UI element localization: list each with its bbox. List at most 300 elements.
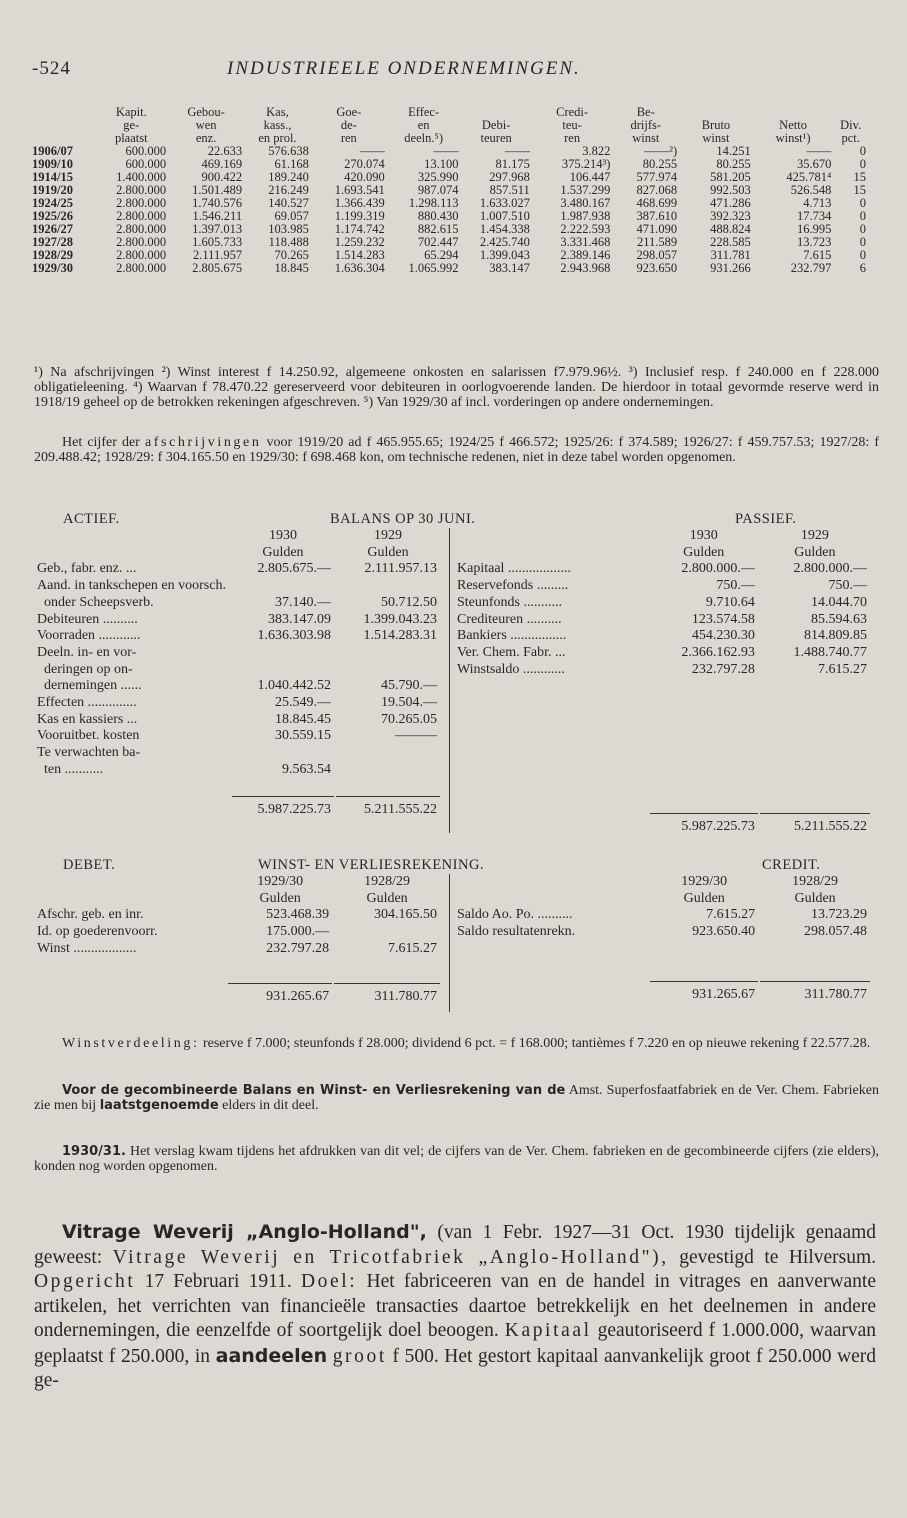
year-cell: 1919/20 (32, 183, 73, 197)
table-cell: 80.255 (716, 157, 751, 171)
table-cell: 70.265 (274, 248, 309, 262)
ledger-value: 13.723.29 (811, 907, 867, 923)
table-cell: 1.065.992 (408, 261, 459, 275)
spacer-cell (34, 959, 440, 981)
ledger-row (34, 629, 440, 644)
table-cell: 1.987.938 (560, 209, 611, 223)
unit-header: Gulden (262, 544, 304, 560)
column-header: ren (564, 131, 581, 145)
table-cell: 2.425.740 (479, 235, 530, 249)
ledger-value: 7.615.27 (388, 940, 437, 956)
ledger-value: 814.809.85 (804, 628, 867, 644)
table-cell: 0 (859, 235, 866, 249)
blank-cell (454, 813, 648, 835)
spacer-row (454, 679, 870, 811)
total-value: 5.987.225.73 (650, 813, 758, 835)
year-cell: 1924/25 (32, 196, 73, 210)
unit-header: Gulden (683, 544, 725, 560)
ledger-row (34, 746, 440, 761)
table-cell: 2.111.957 (193, 248, 243, 262)
table-cell: 2.800.000 (116, 248, 167, 262)
table-cell: 1.174.742 (334, 222, 385, 236)
table-cell: 2.800.000 (116, 209, 167, 223)
table-cell: 383.147 (489, 261, 530, 275)
ledger-value (336, 646, 440, 661)
ledger-label: Winst .................. (37, 940, 137, 956)
spacer-row (34, 780, 440, 794)
table-cell: 857.511 (489, 183, 530, 197)
column-header: winst¹) (775, 131, 811, 145)
table-cell: 2.800.000 (116, 183, 167, 197)
table-cell: 1.366.439 (334, 196, 385, 210)
balans-divider (449, 528, 450, 833)
ledger-label: Id. op goederenvoorr. (37, 924, 158, 940)
table-cell: 80.255 (642, 157, 678, 171)
unit-header: Gulden (794, 544, 836, 560)
unit-header-row (454, 546, 870, 561)
total-row (454, 813, 870, 835)
blank-cell (454, 981, 648, 1003)
table-cell: 13.100 (424, 157, 459, 171)
ledger-value: 7.615.27 (818, 661, 867, 677)
ledger-row (34, 908, 440, 923)
year-cell: 1926/27 (32, 222, 73, 236)
table-cell: —— (806, 144, 832, 158)
table-cell: 2.800.000 (116, 235, 167, 249)
table-cell: 1.514.283 (334, 248, 385, 262)
ledger-value (334, 925, 440, 940)
table-cell: 600.000 (125, 157, 167, 171)
ledger-row (454, 579, 870, 594)
column-header: en prol. (258, 131, 297, 145)
table-cell: 3.480.167 (560, 196, 611, 210)
year-header-row (34, 529, 440, 544)
ledger-row (34, 942, 440, 957)
ledger-value: 298.057.48 (804, 924, 867, 940)
table-cell: 702.447 (417, 235, 459, 249)
column-header: en (417, 118, 430, 132)
ledger-row (34, 696, 440, 711)
ledger-row (34, 562, 440, 577)
ledger-label: Reservefonds ......... (457, 578, 569, 594)
table-cell: 2.805.675 (192, 261, 243, 275)
table-cell: 4.713 (803, 196, 832, 210)
table-cell: 581.205 (710, 170, 751, 184)
table-cell: 526.548 (790, 183, 832, 197)
table-cell: 923.650 (636, 261, 678, 275)
column-header: teuren (480, 131, 512, 145)
ledger-row (34, 579, 440, 594)
ledger-label: Saldo resultatenrekn. (457, 924, 576, 940)
blank-cell (454, 529, 648, 544)
balans-title: BALANS OP 30 JUNI. (330, 511, 476, 527)
column-header: enz. (195, 131, 217, 145)
ledger-value: 523.468.39 (266, 907, 330, 923)
table-cell: 140.527 (268, 196, 309, 210)
ledger-value: 232.797.28 (266, 940, 330, 956)
spacer-cell (34, 780, 440, 794)
results-table (30, 106, 868, 275)
table-cell: 325.990 (417, 170, 459, 184)
ledger-value: 85.594.63 (811, 611, 867, 627)
ledger-label: Afschr. geb. en inr. (37, 907, 144, 923)
unit-header: Gulden (367, 544, 409, 560)
table-cell: 1.636.304 (334, 261, 385, 275)
ledger-value: 2.111.957.13 (364, 561, 437, 577)
total-value: 931.265.67 (228, 983, 332, 1005)
ledger-value: 7.615.27 (706, 907, 756, 923)
blank-cell (34, 875, 226, 890)
ledger-value: 1.636.303.98 (257, 628, 332, 644)
year-header: 1929/30 (681, 874, 728, 889)
ledger-value: 50.712.50 (381, 594, 437, 610)
ledger-row (34, 613, 440, 628)
total-value: 311.780.77 (760, 981, 870, 1003)
year-cell: 1914/15 (32, 170, 73, 184)
table-cell: 0 (859, 196, 866, 210)
ledger-label: Kas en kassiers ... (37, 711, 138, 727)
afschrijvingen-paragraph: Het cijfer der afschrijvingen voor 1919/20 ad f 465.955.65; 1924/25 f 466.572; 1925/26: f 374.589; 1926/27: f 459.757.53; 1927/28: f 209.488.42; 1928/29: f 304.165.50 en 1929/30: f 698.468 kon, om technische redenen, niet in deze tabel worden opgenomen. (34, 435, 880, 465)
ledger-label: Saldo Ao. Po. .......... (457, 907, 573, 923)
ledger-value: 750.— (828, 578, 867, 594)
table-cell: 15 (853, 183, 866, 197)
ledger-value: 175.000.— (266, 924, 330, 940)
table-cell: 471.090 (636, 222, 678, 236)
table-row (30, 262, 868, 275)
spacer-cell (454, 942, 870, 979)
winst-title: WINST- EN VERLIESREKENING. (258, 857, 485, 873)
table-cell: 387.610 (636, 209, 678, 223)
table-cell: 3.822 (582, 144, 611, 158)
ledger-label: deringen op on- (44, 661, 133, 677)
column-header: plaatst (114, 131, 148, 145)
table-cell: 1.633.027 (479, 196, 530, 210)
table-cell: 1.454.338 (479, 222, 530, 236)
table-cell: 0 (859, 209, 866, 223)
column-header: Netto (779, 118, 807, 132)
table-cell: 0 (859, 222, 866, 236)
table-cell: 15 (853, 170, 866, 184)
table-cell: 228.585 (710, 235, 751, 249)
table-cell: 69.057 (274, 209, 309, 223)
table-cell: 471.286 (710, 196, 751, 210)
spacer-row (454, 942, 870, 979)
ledger-value: 1.488.740.77 (793, 644, 867, 660)
total-row (454, 981, 870, 1003)
column-header: ren (340, 131, 357, 145)
column-header: Bruto (701, 118, 731, 132)
table-cell: 17.734 (796, 209, 832, 223)
ledger-label: Vooruitbet. kosten (37, 728, 140, 744)
ledger-value: ——— (395, 728, 437, 744)
ledger-value: 25.549.— (275, 695, 332, 711)
year-header: 1929 (800, 528, 829, 543)
table-cell: 880.430 (417, 209, 459, 223)
table-cell: 576.638 (268, 144, 309, 158)
ledger-value (336, 763, 440, 778)
column-header: kass., (263, 118, 292, 132)
spacer-row (34, 959, 440, 981)
ledger-row (454, 663, 870, 678)
table-cell: 35.670 (796, 157, 832, 171)
table-cell: 1.298.113 (408, 196, 459, 210)
ledger-value: 383.147.09 (268, 611, 332, 627)
ledger-value: 923.650.40 (692, 924, 756, 940)
unit-header-row (34, 546, 440, 561)
ledger-value: 9.563.54 (282, 761, 332, 777)
table-cell: 987.074 (417, 183, 459, 197)
actief-heading: ACTIEF. (63, 511, 120, 527)
column-header: Debi- (481, 118, 511, 132)
column-header: pct. (841, 131, 860, 145)
table-cell: 1.199.319 (334, 209, 385, 223)
ledger-row (454, 908, 870, 923)
table-cell: 22.633 (207, 144, 243, 158)
total-value: 5.211.555.22 (336, 796, 440, 818)
spacer-cell (454, 679, 870, 811)
year-header: 1929 (374, 528, 403, 543)
ledger-value: 1.514.283.31 (363, 628, 437, 644)
table-cell: 6 (859, 261, 866, 275)
winstverdeeling-paragraph: Winstverdeeling: reserve f 7.000; steunfonds f 28.000; dividend 6 pct. = f 168.000; tantièmes f 7.220 en op nieuwe rekening f 22.577.28. (62, 1036, 871, 1051)
table-cell: 297.968 (489, 170, 530, 184)
table-cell: 882.615 (417, 222, 459, 236)
blank-cell (34, 892, 226, 907)
table-cell: 1.693.541 (334, 183, 385, 197)
ledger-row (34, 679, 440, 694)
table-cell: 827.068 (636, 183, 678, 197)
unit-header-row (34, 892, 440, 907)
unit-header: Gulden (794, 890, 836, 906)
table-cell: —— (504, 144, 530, 158)
table-cell: 577.974 (636, 170, 678, 184)
ledger-value: 45.790.— (381, 678, 437, 694)
ledger-row (34, 646, 440, 661)
blank-cell (454, 892, 648, 907)
blank-cell (34, 983, 226, 1005)
table-cell: 1.259.232 (334, 235, 385, 249)
column-header: winst (632, 131, 660, 145)
ledger-value (336, 579, 440, 594)
year-header-row (454, 529, 870, 544)
table-cell: 216.249 (268, 183, 309, 197)
ledger-label: Steunfonds ........... (457, 594, 562, 610)
table-cell: 392.323 (710, 209, 751, 223)
table-cell: 1.537.299 (560, 183, 611, 197)
ledger-value (336, 663, 440, 678)
year-cell: 1927/28 (32, 235, 73, 249)
table-cell: 232.797 (790, 261, 832, 275)
ledger-value: 750.— (716, 578, 755, 594)
table-cell: —— (359, 144, 385, 158)
winst-divider (449, 874, 450, 1012)
table-cell: 13.723 (796, 235, 832, 249)
ledger-row (454, 613, 870, 628)
ledger-row (454, 646, 870, 661)
total-value: 931.265.67 (650, 981, 758, 1003)
ledger-row (34, 713, 440, 728)
table-cell: 0 (859, 144, 866, 158)
ledger-label: Ver. Chem. Fabr. ... (457, 644, 566, 660)
table-cell: 2.800.000 (116, 196, 167, 210)
table-cell: 468.699 (636, 196, 678, 210)
total-value: 5.987.225.73 (232, 796, 334, 818)
column-header: Kapit. (115, 105, 147, 119)
page-number: -524 (32, 58, 71, 79)
table-cell: 420.090 (344, 170, 385, 184)
year-header: 1928/29 (792, 874, 839, 889)
column-header: Credi- (556, 105, 589, 119)
column-header: ge- (123, 118, 140, 132)
unit-header: Gulden (683, 890, 725, 906)
table-cell: 311.781 (710, 248, 751, 262)
ledger-label: Deeln. in- en vor- (37, 644, 137, 660)
blank-cell (34, 796, 230, 818)
footnotes: ¹) Na afschrijvingen ²) Winst interest f 14.250.92, algemeene onkosten en salarissen f7.979.96½. ³) Inclusief resp. f 240.000 en f 228.000 obligatieleening. ⁴) Waarvan f 78.470.22 gereserveerd voor debiteuren in oorlogvoerende landen. De hierdoor in totaal gevormde reserve werd in 1918/19 geheel op de betrokken rekeningen afgeschreven. ⁵) Van 1929/30 af incl. vorderingen op andere ondernemingen. (34, 365, 879, 410)
ledger-value: 2.366.162.93 (681, 644, 755, 660)
ledger-label: Debiteuren .......... (37, 611, 138, 627)
table-cell: 189.240 (268, 170, 309, 184)
table-cell: 0 (859, 248, 866, 262)
year-cell: 1906/07 (32, 144, 73, 158)
column-header: Div. (840, 118, 862, 132)
ledger-label: ten ........... (44, 761, 104, 777)
ledger-row (454, 562, 870, 577)
unit-header-row (454, 892, 870, 907)
table-cell: 375.214³) (561, 157, 611, 171)
total-value: 311.780.77 (334, 983, 440, 1005)
year-header-row (34, 875, 440, 890)
table-cell: 0 (859, 157, 866, 171)
table-cell: 931.266 (710, 261, 751, 275)
table-cell: 211.589 (636, 235, 678, 249)
table-cell: 61.168 (274, 157, 309, 171)
credit-table (452, 873, 872, 1004)
table-cell: 1.400.000 (116, 170, 167, 184)
table-cell: 298.057 (636, 248, 678, 262)
table-cell: 7.615 (803, 248, 832, 262)
table-cell: 1.546.211 (192, 209, 243, 223)
year-cell: 1929/30 (32, 261, 73, 275)
column-header: wen (195, 118, 217, 132)
blank-cell (34, 546, 230, 561)
table-cell: 2.943.968 (560, 261, 611, 275)
ledger-value: 19.504.— (381, 695, 437, 711)
column-header: Gebou- (187, 105, 225, 119)
column-header: drijfs- (630, 118, 662, 132)
ledger-label: Te verwachten ba- (37, 745, 141, 761)
running-title: INDUSTRIEELE ONDERNEMINGEN. (227, 58, 581, 79)
table-cell: 1.007.510 (479, 209, 530, 223)
table-cell: 106.447 (569, 170, 611, 184)
year-header: 1929/30 (257, 874, 304, 889)
table-cell: 425.781⁴ (786, 170, 832, 184)
company-name: Vitrage Weverij „Anglo-Holland", (62, 1221, 427, 1243)
year-cell: 1909/10 (32, 157, 73, 171)
ledger-value: 1.399.043.23 (363, 611, 437, 627)
ledger-label: Aand. in tankschepen en voorsch. (37, 578, 226, 594)
ledger-label: Winstsaldo ............ (457, 661, 565, 677)
column-header: Kas, (266, 105, 289, 119)
column-header: Be- (636, 105, 655, 119)
ledger-value: 37.140.— (275, 594, 332, 610)
vitrage-entry: Vitrage Weverij „Anglo-Holland", (van 1 Febr. 1927—31 Oct. 1930 tijdelijk genaamd geweest: Vitrage Weverij en Tricotfabriek „Anglo-Holland"), gevestigd te Hilversum. Opgericht 17 Februari 1911. Doel: Het fabriceeren van en de handel in vitrages en aanverwante artikelen, het verrichten van financieële transacties daartoe betrekkelijk en het deelnemen in andere ondernemingen, die eenzelfde of soortgelijk doel beoogen. Kapitaal geautoriseerd f 1.000.000, waarvan geplaatst f 250.000, in aandeelen groot f 500. Het gestort kapitaal aanvankelijk groot f 250.000 werd ge- (34, 1221, 877, 1391)
table-cell: 2.389.146 (560, 248, 611, 262)
year-header-row (454, 875, 870, 890)
ledger-label: Geb., fabr. enz. ... (37, 561, 137, 577)
unit-header: Gulden (366, 890, 408, 906)
ledger-value: 2.805.675.— (257, 561, 332, 577)
table-cell: 2.800.000 (116, 261, 167, 275)
ledger-row (34, 663, 440, 678)
table-cell: 3.331.468 (560, 235, 611, 249)
ledger-value: 2.800.000.— (793, 561, 867, 577)
ledger-value (232, 663, 334, 678)
actief-table (32, 527, 442, 819)
table-cell: 469.169 (201, 157, 243, 171)
ledger-value (232, 579, 334, 594)
column-header (30, 119, 94, 132)
ledger-value: 30.559.15 (275, 728, 332, 744)
ledger-label: dernemingen ...... (44, 678, 142, 694)
ledger-row (454, 629, 870, 644)
table-cell: 270.074 (344, 157, 385, 171)
ledger-value (232, 746, 334, 761)
ledger-value: 454.230.30 (691, 628, 755, 644)
year-header: 1930 (268, 528, 297, 543)
table-cell: 2.222.593 (560, 222, 611, 236)
table-cell: 14.251 (716, 144, 751, 158)
passief-heading: PASSIEF. (735, 511, 797, 527)
ledger-label: Effecten .............. (37, 695, 137, 711)
combined-reference-paragraph: Voor de gecombineerde Balans en Winst- en Verliesrekening van de Amst. Superfosfaatfabriek en de Ver. Chem. Fabrieken zie men bij laatstgenoemde elders in dit deel. (34, 1083, 879, 1113)
table-cell: 16.995 (796, 222, 832, 236)
year-header: 1928/29 (364, 874, 410, 889)
ledger-row (34, 763, 440, 778)
total-row (34, 983, 440, 1005)
ledger-value: 18.845.45 (275, 711, 332, 727)
ledger-row (34, 729, 440, 744)
ledger-value: 1.040.442.52 (257, 678, 332, 694)
ledger-label: Voorraden ............ (37, 628, 141, 644)
total-value: 5.211.555.22 (760, 813, 870, 835)
table-cell: 900.422 (201, 170, 243, 184)
ledger-value: 2.800.000.— (681, 561, 755, 577)
total-row (34, 796, 440, 818)
table-cell: 1.740.576 (192, 196, 243, 210)
ledger-row (34, 596, 440, 611)
column-header (30, 106, 94, 119)
ledger-label: Crediteuren .......... (457, 611, 562, 627)
column-header: teu- (562, 118, 582, 132)
year-cell: 1928/29 (32, 248, 73, 262)
credit-heading: CREDIT. (762, 857, 821, 873)
column-header: de- (340, 118, 357, 132)
table-cell: 65.294 (424, 248, 459, 262)
debet-heading: DEBET. (63, 857, 116, 873)
ledger-value (336, 746, 440, 761)
ledger-label: onder Scheepsverb. (44, 594, 154, 610)
table-header-row (30, 106, 868, 119)
ledger-value: 304.165.50 (374, 907, 437, 923)
debet-table (32, 873, 442, 1006)
blank-cell (454, 546, 648, 561)
column-header: Effec- (408, 105, 440, 119)
blank-cell (454, 875, 648, 890)
note-1930-31: 1930/31. Het verslag kwam tijdens het afdrukken van dit vel; de cijfers van de Ver. Chem. fabrieken en de gecombineerde cijfers (zie elders), konden nog worden opgenomen. (34, 1144, 880, 1174)
ledger-label: Bankiers ................ (457, 628, 567, 644)
table-cell: —— (433, 144, 459, 158)
